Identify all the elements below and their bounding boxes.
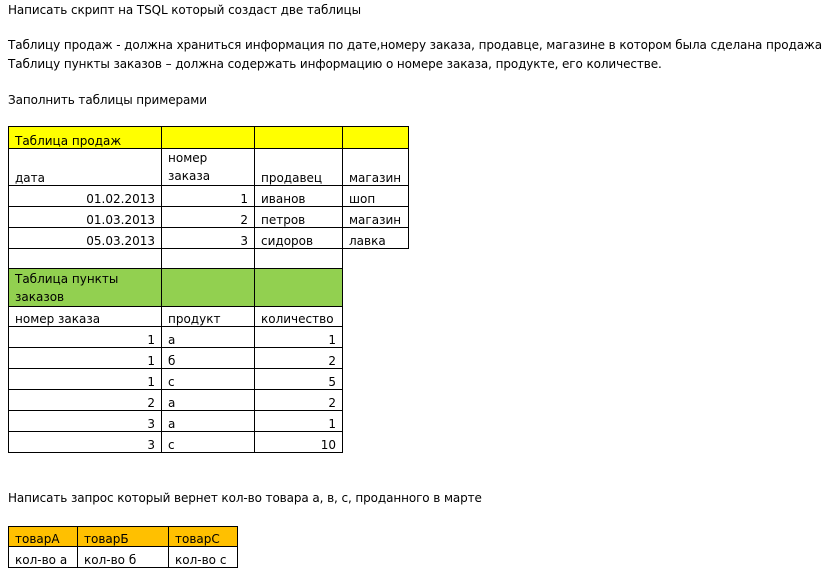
- items-table: [8, 268, 343, 453]
- result-header-a: товарА: [9, 527, 78, 547]
- result-header-c: товарС: [169, 527, 238, 547]
- task-sales-desc: Таблицу продаж - должна храниться информация по дате,номеру заказа, продавце, магазине в котором была сделана продажа: [8, 38, 822, 52]
- result-value-b: кол-во б: [78, 547, 169, 568]
- item-quantity: 10: [255, 432, 343, 453]
- item-order: 3: [9, 411, 162, 432]
- task-title: Написать скрипт на TSQL который создаст две таблицы: [8, 3, 361, 17]
- sales-header-shop: магазин: [343, 149, 409, 186]
- task-query: Написать запрос который вернет кол-во товара а, в, с, проданного в марте: [8, 491, 482, 505]
- sales-header-date: дата: [9, 149, 162, 186]
- item-product: б: [162, 348, 255, 369]
- table-row: [9, 348, 343, 369]
- item-quantity: 1: [255, 327, 343, 348]
- items-title-cell: [162, 269, 255, 307]
- sales-shop: лавка: [343, 228, 409, 249]
- table-row: [9, 411, 343, 432]
- sales-header-order: номер заказа: [162, 149, 255, 186]
- empty-cell: [255, 249, 343, 269]
- sales-date: 05.03.2013: [9, 228, 162, 249]
- items-table-title: Таблица пункты заказов: [9, 269, 162, 307]
- items-header-quantity: количество: [255, 307, 343, 327]
- items-title-cell: [255, 269, 343, 307]
- item-product: с: [162, 369, 255, 390]
- result-table: [8, 526, 238, 568]
- empty-cell: [343, 249, 409, 269]
- empty-cell: [9, 249, 162, 269]
- result-value-c: кол-во с: [169, 547, 238, 568]
- table-row: [9, 186, 409, 207]
- item-quantity: 2: [255, 348, 343, 369]
- sales-header-row: [9, 149, 409, 186]
- table-row: [9, 327, 343, 348]
- item-product: с: [162, 432, 255, 453]
- sales-order: 1: [162, 186, 255, 207]
- spacer-row: [9, 249, 409, 269]
- items-header-order: номер заказа: [9, 307, 162, 327]
- item-order: 1: [9, 348, 162, 369]
- sales-seller: сидоров: [255, 228, 343, 249]
- items-header-row: [9, 307, 343, 327]
- item-order: 2: [9, 390, 162, 411]
- sales-order: 2: [162, 207, 255, 228]
- item-order: 1: [9, 327, 162, 348]
- task-fill: Заполнить таблицы примерами: [8, 93, 207, 107]
- item-quantity: 5: [255, 369, 343, 390]
- table-row: [9, 432, 343, 453]
- empty-cell: [162, 249, 255, 269]
- sales-title-cell: [162, 127, 255, 149]
- sales-table-title: Таблица продаж: [9, 127, 162, 149]
- table-row: [9, 228, 409, 249]
- item-product: а: [162, 390, 255, 411]
- sales-date: 01.02.2013: [9, 186, 162, 207]
- item-quantity: 2: [255, 390, 343, 411]
- sales-seller: иванов: [255, 186, 343, 207]
- sales-shop: шоп: [343, 186, 409, 207]
- item-product: а: [162, 327, 255, 348]
- item-order: 1: [9, 369, 162, 390]
- sales-table: [8, 126, 409, 269]
- table-row: [9, 207, 409, 228]
- items-header-product: продукт: [162, 307, 255, 327]
- table-row: [9, 369, 343, 390]
- result-header-b: товарБ: [78, 527, 169, 547]
- table-row: [9, 547, 238, 568]
- item-quantity: 1: [255, 411, 343, 432]
- sales-shop: магазин: [343, 207, 409, 228]
- result-value-a: кол-во а: [9, 547, 78, 568]
- sales-header-seller: продавец: [255, 149, 343, 186]
- task-items-desc: Таблицу пункты заказов – должна содержать информацию о номере заказа, продукте, его количестве.: [8, 57, 662, 71]
- sales-date: 01.03.2013: [9, 207, 162, 228]
- result-header-row: [9, 527, 238, 547]
- item-product: а: [162, 411, 255, 432]
- item-order: 3: [9, 432, 162, 453]
- sales-seller: петров: [255, 207, 343, 228]
- sales-title-cell: [343, 127, 409, 149]
- sales-order: 3: [162, 228, 255, 249]
- table-row: [9, 390, 343, 411]
- sales-title-cell: [255, 127, 343, 149]
